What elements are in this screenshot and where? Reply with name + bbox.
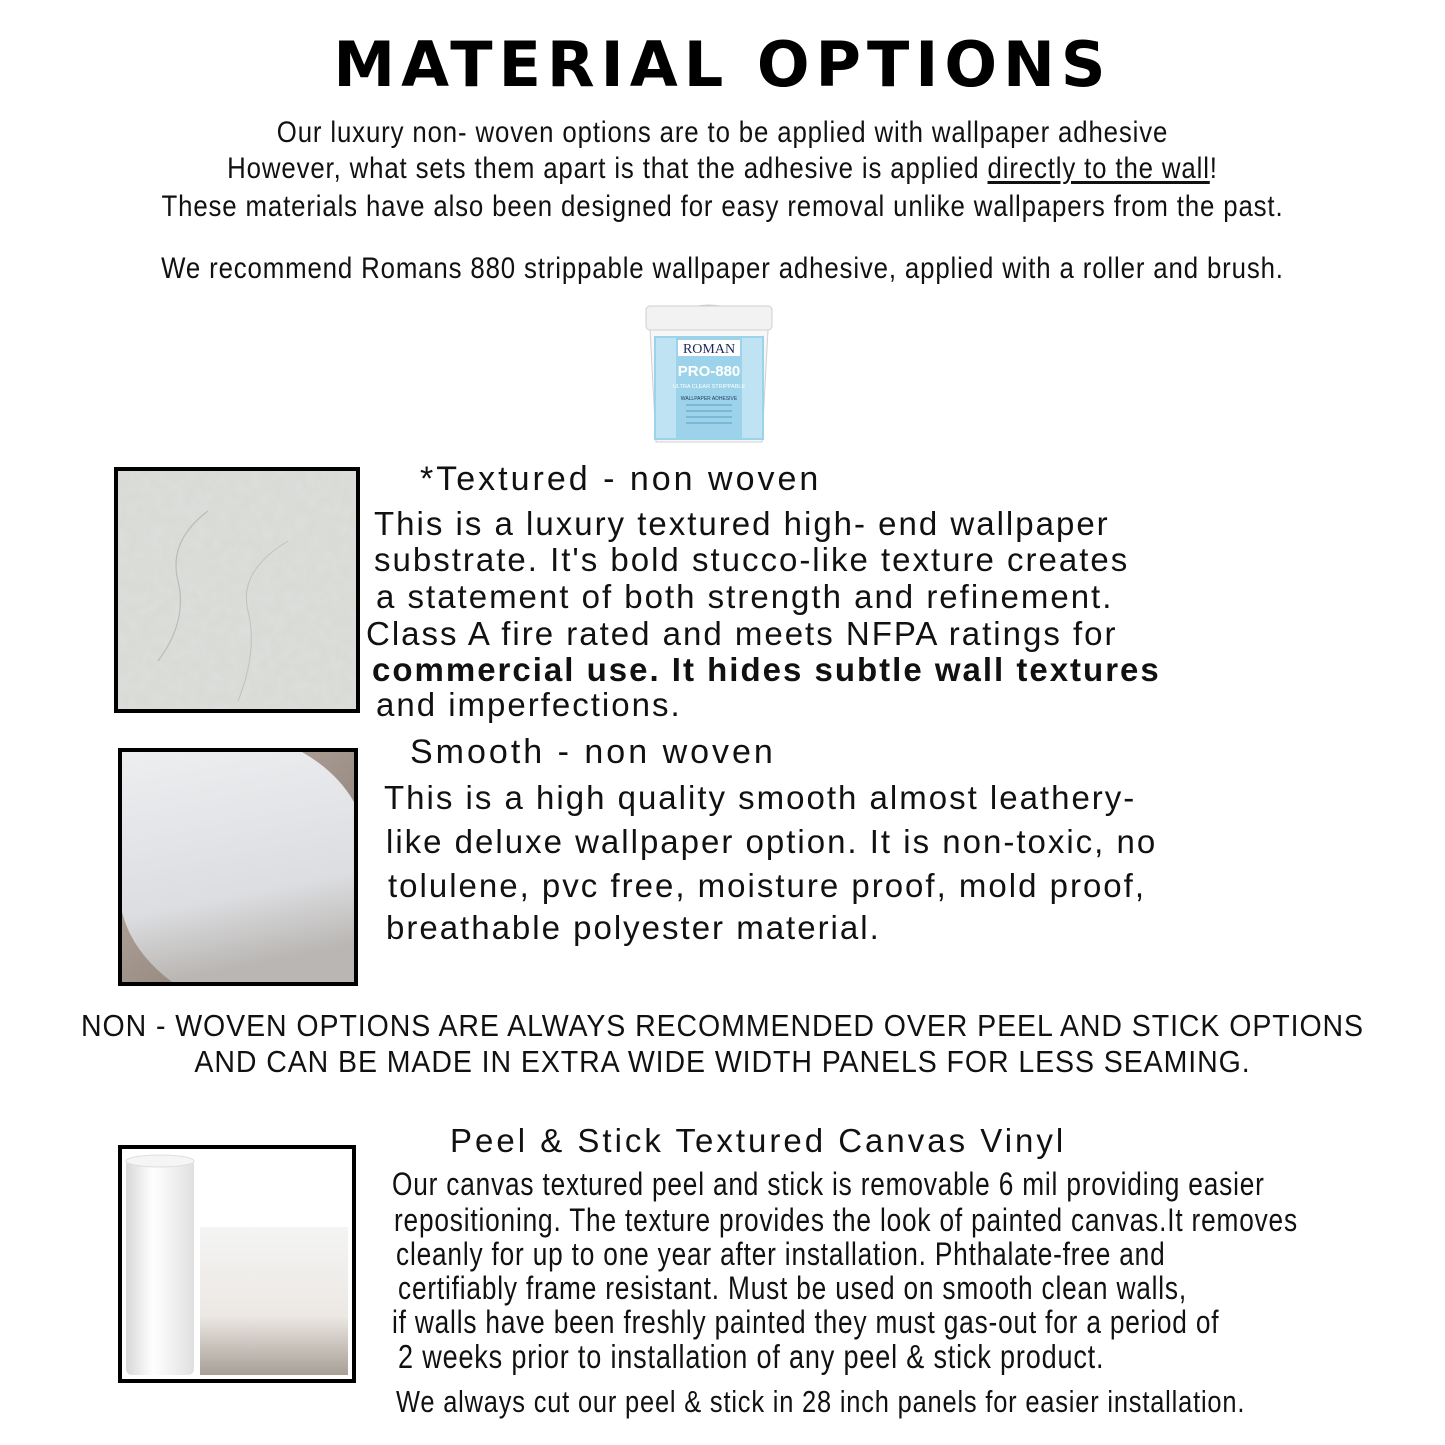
peel-stick-panels-note: We always cut our peel & stick in 28 inch panels for easier installation. <box>396 1384 1246 1419</box>
smooth-line: breathable polyester material. <box>386 909 881 946</box>
bucket-type: WALLPAPER ADHESIVE <box>680 396 738 402</box>
bucket-subtitle: ULTRA CLEAR STRIPPABLE <box>672 384 746 390</box>
intro-line-2-end: ! <box>1209 152 1218 185</box>
peel-stick-swatch-image <box>118 1145 356 1383</box>
smooth-title: Smooth - non woven <box>410 733 776 771</box>
smooth-line: tolulene, pvc free, moisture proof, mold proof, <box>388 867 1146 904</box>
page-title: MATERIAL OPTIONS <box>333 28 1112 101</box>
intro-line-2-text: However, what sets them apart is that the adhesive is applied <box>227 152 988 185</box>
textured-swatch-image <box>114 467 360 713</box>
smooth-line: like deluxe wallpaper option. It is non-toxic, no <box>386 823 1158 860</box>
notice-line-1: NON - WOVEN OPTIONS ARE ALWAYS RECOMMENDED OVER PEEL AND STICK OPTIONS <box>80 1008 1365 1043</box>
intro-line-1: Our luxury non- woven options are to be applied with wallpaper adhesive <box>276 116 1169 149</box>
textured-line: substrate. It's bold stucco-like texture creates <box>374 541 1130 578</box>
peel-stick-line: cleanly for up to one year after installation. Phthalate-free and <box>396 1236 1166 1272</box>
canvas-vinyl-roll <box>122 1149 352 1379</box>
bucket-brand: ROMAN <box>682 342 736 357</box>
notice-line-2: AND CAN BE MADE IN EXTRA WIDE WIDTH PANELS FOR LESS SEAMING. <box>194 1044 1251 1079</box>
intro-line-4: We recommend Romans 880 strippable wallpaper adhesive, applied with a roller and brush. <box>161 252 1284 285</box>
bucket-product-name: PRO-880 <box>677 363 741 380</box>
smooth-swatch-image <box>118 748 358 986</box>
smooth-paper-texture <box>122 752 354 982</box>
intro-line-2 <box>101 152 1344 186</box>
textured-line: and imperfections. <box>376 686 682 723</box>
peel-stick-line: Our canvas textured peel and stick is removable 6 mil providing easier <box>392 1166 1265 1202</box>
intro-line-3: These materials have also been designed for easy removal unlike wallpapers from the past. <box>161 190 1284 223</box>
peel-stick-line: 2 weeks prior to installation of any peel & stick product. <box>398 1338 1105 1375</box>
textured-title: *Textured - non woven <box>420 460 822 498</box>
textured-line: Class A fire rated and meets NFPA ratings for <box>366 615 1118 652</box>
textured-line: a statement of both strength and refinement. <box>376 578 1114 615</box>
textured-line: commercial use. It hides subtle wall textures <box>372 651 1161 688</box>
adhesive-bucket-image <box>636 300 782 446</box>
peel-stick-line: if walls have been freshly painted they must gas-out for a period of <box>392 1304 1220 1340</box>
stucco-texture <box>118 471 356 709</box>
peel-stick-line: certifiably frame resistant. Must be used on smooth clean walls, <box>398 1270 1187 1306</box>
smooth-line: This is a high quality smooth almost leathery- <box>384 779 1137 816</box>
intro-underlined-text: directly to the wall <box>987 152 1210 185</box>
textured-line: This is a luxury textured high- end wallpaper <box>374 505 1110 542</box>
peel-stick-title: Peel & Stick Textured Canvas Vinyl <box>450 1122 1067 1159</box>
peel-stick-line: repositioning. The texture provides the look of painted canvas.It removes <box>394 1202 1298 1238</box>
